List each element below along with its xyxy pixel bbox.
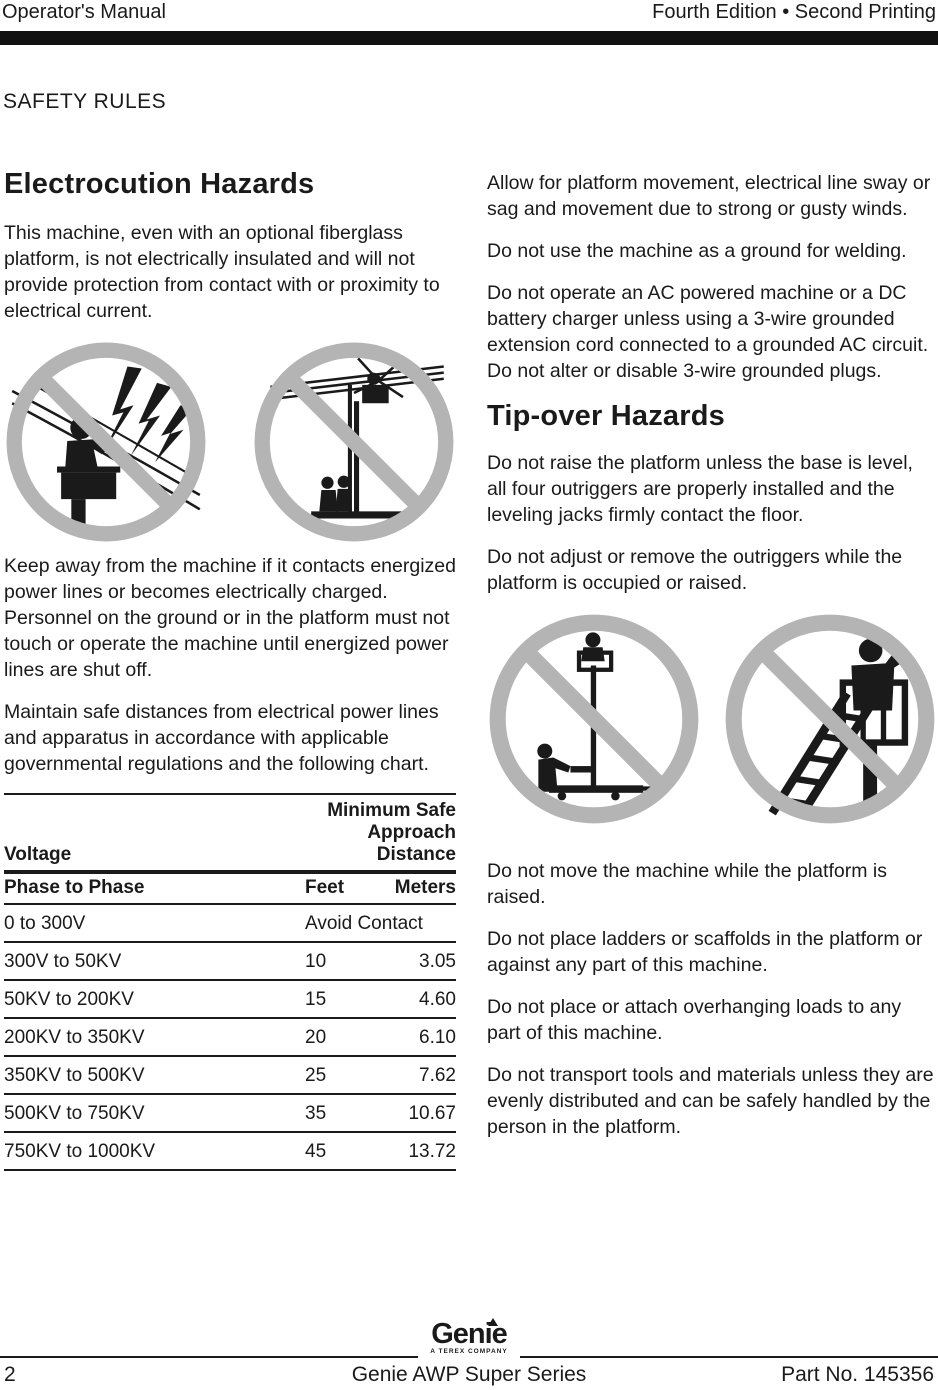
no-ladders-scaffolds-icon (723, 612, 937, 826)
table-row: 500KV to 750KV 35 10.67 (4, 1095, 456, 1133)
approach-distance-table (4, 793, 456, 1171)
genie-logo (418, 1320, 520, 1360)
paragraph: Do not transport tools and materials unless they are evenly distributed and can be safely handled by the person in the platform. (487, 1064, 934, 1138)
footer-part-no: Part No. 145356 (781, 1363, 934, 1386)
paragraph: Do not adjust or remove the outriggers while the platform is occupied or raised. (487, 546, 903, 594)
table-row: 750KV to 1000KV 45 13.72 (4, 1133, 456, 1171)
genie-logo-wordmark: Genie (431, 1318, 507, 1350)
right-column (487, 168, 937, 1156)
left-column (4, 168, 456, 1171)
genie-logo-triangle-icon (488, 1318, 498, 1326)
paragraph: Do not operate an AC powered machine or a DC battery charger unless using a 3-wire grounded extension cord connected to a grounded AC circuit. Do not alter or disable 3-wire grounded plugs. (487, 282, 929, 382)
footer-series: Genie AWP Super Series (351, 1363, 587, 1386)
header-left-title: Operator's Manual (2, 1, 166, 23)
section-label: SAFETY RULES (3, 90, 167, 113)
electrocution-figures (4, 340, 456, 544)
no-operating-near-power-lines-icon (252, 340, 456, 544)
paragraph: Do not place or attach overhanging loads to any part of this machine. (487, 996, 902, 1044)
tip-over-figures (487, 612, 937, 826)
header-rule-bar (0, 31, 938, 45)
table-row: 300V to 50KV 10 3.05 (4, 943, 456, 981)
table-row: 350KV to 500KV 25 7.62 (4, 1057, 456, 1095)
page-number: 2 (4, 1363, 16, 1386)
heading-electrocution-hazards: Electrocution Hazards (4, 168, 315, 200)
avoid-contact-cell: Avoid Contact (305, 913, 423, 934)
table-row: 50KV to 200KV 15 4.60 (4, 981, 456, 1019)
col-header-phase: Phase to Phase (4, 877, 145, 898)
table-title-line1: Minimum Safe (327, 800, 456, 821)
col-header-meters: Meters (394, 877, 456, 898)
no-contact-power-lines-icon (4, 340, 208, 544)
paragraph: Do not place ladders or scaffolds in the platform or against any part of this machine. (487, 928, 923, 976)
table-title-line2: Approach Distance (367, 822, 456, 865)
table-row: 200KV to 350KV 20 6.10 (4, 1019, 456, 1057)
paragraph: This machine, even with an optional fiberglass platform, is not electrically insulated and will not provide protection from contact with or proximity to electrical current. (4, 222, 440, 322)
table-title-voltage: Voltage (4, 844, 72, 865)
paragraph: Do not raise the platform unless the base is level, all four outriggers are properly installed and the leveling jacks firmly contact the floor. (487, 452, 913, 526)
genie-logo-subtext: A TEREX COMPANY (430, 1348, 508, 1355)
paragraph: Do not move the machine while the platform is raised. (487, 860, 887, 908)
table-row: 0 to 300V Avoid Contact (4, 905, 456, 943)
paragraph: Keep away from the machine if it contacts energized power lines or becomes electrically charged. Personnel on the ground or in the platform must not touch or operate the machine until energized power lines are shut off. (4, 555, 456, 681)
no-moving-machine-raised-icon (487, 612, 701, 826)
header-right-title: Fourth Edition • Second Printing (652, 1, 936, 23)
paragraph: Maintain safe distances from electrical power lines and apparatus in accordance with applicable governmental regulations and the following chart. (4, 701, 439, 775)
col-header-feet: Feet (305, 877, 345, 898)
paragraph: Allow for platform movement, electrical line sway or sag and movement due to strong or gusty winds. (487, 172, 931, 220)
heading-tip-over-hazards: Tip-over Hazards (487, 400, 725, 432)
paragraph: Do not use the machine as a ground for welding. (487, 240, 907, 262)
